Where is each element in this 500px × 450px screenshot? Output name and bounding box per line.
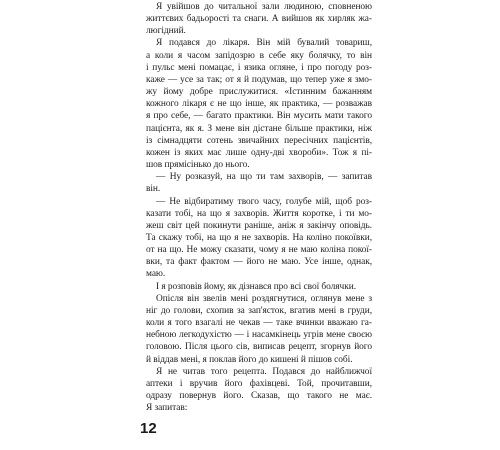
text-line: із сімнадцяти сотень звичайних пересічних пацієнтів, (146, 135, 372, 146)
text-line: аптеки і вручив його фахівцеві. Той, прочитавши, (146, 378, 372, 389)
text-line: Я подався до лікаря. Він мій бувалий товариш, (156, 38, 372, 49)
text-line: вки, та факт фактом — його не маю. Усе інше, однак, (146, 257, 372, 268)
text-line: люгідний. (146, 26, 186, 37)
text-line: головою. Після цього сів, виписав рецепт, згорнув його (146, 342, 372, 353)
text-line: Я запитав: (146, 403, 188, 414)
text-line: й віддав мені, я поклав його до кишені й пішов собі. (146, 354, 353, 365)
text-line: він. (146, 184, 161, 195)
text-line: небною легкодухістю — і насамкінець угрів мене своєю (146, 330, 372, 341)
text-line: казати тобі, на що я захворів. Життя коротке, і ти мо- (146, 208, 372, 219)
paragraph (146, 293, 372, 366)
text-line: Та скажу тобі, на що я не захворів. На коліно покоївки, (146, 232, 372, 243)
text-line: шов прямісінько до нього. (146, 160, 250, 171)
text-line: Я не читав того рецепта. Подався до найближчої (156, 366, 372, 377)
page-number: 12 (140, 420, 157, 437)
text-line: кожен із яких має лише одну-дві хвороби». Тож я пі- (146, 147, 372, 158)
text-line: жу йому добре прислужитися. «Істинним бажанням (146, 87, 372, 98)
text-line: а коли я часом запідозрю в себе яку болячку, то він (146, 50, 372, 61)
paragraph (146, 366, 372, 415)
text-line: Я увійшов до читальної зали людиною, сповненою (156, 2, 372, 12)
text-line: кожного лікаря є не що інше, як практика, — розважав (146, 99, 372, 110)
text-line: одразу повернув його. Сказав, що такого не має. (146, 391, 372, 401)
text-line: я про себе, — багато практики. Він мусить мати такого (146, 111, 372, 122)
paragraph (146, 281, 372, 293)
text-line: — Не відбиратиму твого часу, голубе мій, щоб роз- (156, 196, 372, 207)
paragraph (146, 1, 372, 37)
text-line: жеш світ цей покинути раніше, аніж я закінчу оповідь. (146, 220, 372, 231)
paragraph (146, 171, 372, 195)
text-line: каже — усе за так; от я й подумав, що тепер уже я змо- (146, 74, 372, 85)
text-line: Опісля він звелів мені роздягнутися, оглянув мене з (156, 293, 372, 304)
text-line: ніг до голови, схопив за зап'ясток, вгатив мені в груди, (146, 305, 372, 316)
text-line: життєвих бадьорості та снаги. А вийшов як хирляк жа- (146, 14, 372, 25)
body-text (146, 1, 372, 414)
text-line: маю. (146, 269, 166, 280)
text-line: — Ну розказуй, на що ти там захворів, — запитав (156, 172, 372, 183)
text-line: от на що. Не можу сказати, чому я не маю коліна покої- (146, 245, 372, 256)
text-line: коли я того взагалі не чекав — таке вчинки вважаю га- (146, 318, 372, 329)
text-line: і пульс мені помацає, і язика огляне, і про погоду роз- (146, 62, 372, 73)
text-line: І я розповів йому, як дізнався про всі свої болячки. (156, 281, 356, 292)
paragraph (146, 196, 372, 281)
text-line: пацієнта, як я. З мене він дістане більше практики, ніж (146, 123, 372, 134)
paragraph (146, 37, 372, 171)
